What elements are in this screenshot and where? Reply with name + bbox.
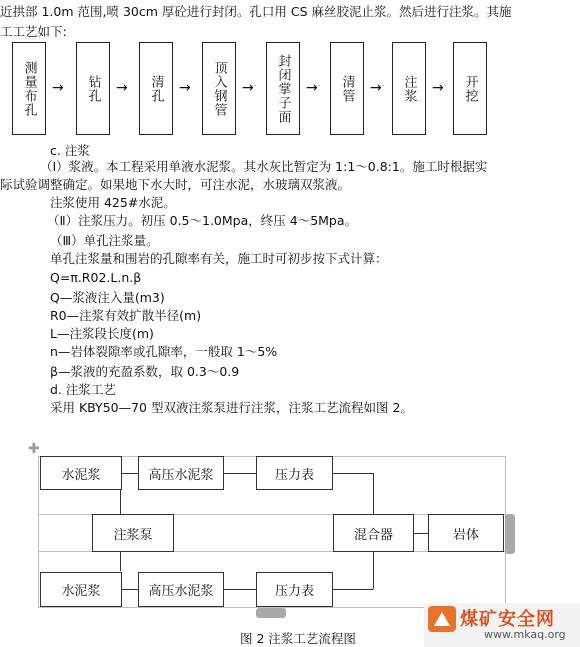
flow-arrow: →: [116, 80, 128, 96]
pressure-gauge-box-2: 压力表: [256, 572, 333, 607]
connector: [333, 473, 373, 474]
flow-arrow: →: [242, 80, 254, 96]
site-watermark: [424, 603, 580, 647]
connector: [414, 533, 428, 534]
watermark-url: www.mkaq.org: [484, 628, 566, 641]
flow-step: 清管: [330, 42, 364, 135]
mixer-box: 混合器: [333, 514, 414, 552]
def-q: Q—浆液注入量(m3): [50, 290, 165, 305]
cement-slurry-box-1: 水泥浆: [40, 456, 122, 490]
intro-line-2: 工工艺如下:: [0, 24, 67, 39]
connector: [122, 473, 138, 474]
cement-slurry-box-2: 水泥浆: [40, 572, 122, 607]
figure-caption: 图 2 注浆工艺流程图: [240, 631, 356, 646]
watermark-title: 煤矿安全网: [460, 609, 555, 630]
high-pressure-slurry-box-2: 高压水泥浆: [138, 572, 224, 607]
flow-step: 测量布孔: [12, 42, 46, 135]
formula: Q=π.R02.L.n.β: [50, 270, 142, 285]
flow-step: 清孔: [139, 42, 173, 135]
flow-step: 注浆: [392, 42, 426, 135]
connector: [120, 552, 121, 571]
connector: [224, 589, 256, 590]
para-i-line2: 际试验调整确定。如果地下水大时，可注水泥，水玻璃双浆液。: [0, 177, 351, 192]
para-i-line1: （Ⅰ）浆液。本工程采用单液水泥浆。其水灰比暂定为 1:1～0.8:1。施工时根据实: [40, 159, 488, 174]
flow-arrow: →: [370, 80, 382, 96]
flow-step: 钻孔: [76, 42, 110, 135]
connector: [120, 490, 121, 514]
section-d-text: 采用 KBY50—70 型双液注浆泵进行注浆，注浆工艺流程如图 2。: [50, 400, 413, 415]
high-pressure-slurry-box-1: 高压水泥浆: [138, 456, 224, 490]
pressure-gauge-box-1: 压力表: [256, 456, 333, 490]
mountain-logo-icon: [428, 606, 456, 632]
section-d-heading: d. 注浆工艺: [50, 382, 116, 397]
plus-icon: ✚: [28, 441, 40, 457]
def-r: R0—注浆有效扩散半径(m): [50, 308, 202, 323]
flow-arrow: →: [432, 80, 444, 96]
flow-step: 开挖: [453, 42, 487, 135]
section-c-heading: c. 注浆: [50, 143, 90, 158]
flow-arrow: →: [179, 80, 191, 96]
flow-step: 顶入钢管: [202, 42, 236, 135]
grout-pump-box: 注浆泵: [92, 514, 174, 552]
def-l: L—注浆段长度(m): [50, 326, 154, 341]
flow-arrow: →: [52, 80, 64, 96]
para-ii: （Ⅱ）注浆压力。初压 0.5～1.0Mpa，终压 4～5Mpa。: [47, 213, 358, 228]
connector: [122, 589, 138, 590]
single-hole-text: 单孔注浆量和围岩的孔隙率有关，施工时可初步按下式计算：: [50, 251, 388, 266]
resize-handle-bottom[interactable]: [256, 608, 286, 618]
flow-step: 封闭掌子面: [266, 42, 300, 135]
connector: [333, 589, 373, 590]
connector: [224, 473, 256, 474]
def-beta: β—浆液的充盈系数，取 0.3～0.9: [50, 364, 240, 379]
cement-note: 注浆使用 425#水泥。: [50, 195, 176, 210]
flow-arrow: →: [306, 80, 318, 96]
resize-handle-right[interactable]: [505, 514, 515, 554]
para-iii: （Ⅲ）单孔注浆量。: [50, 233, 159, 248]
intro-line-1: 近拱部 1.0m 范围,喷 30cm 厚砼进行封闭。孔口用 CS 麻丝胶泥止浆。然后进行注浆。其施: [0, 4, 512, 19]
def-n: n—岩体裂隙率或孔隙率，一般取 1～5%: [50, 344, 278, 359]
rock-mass-box: 岩体: [428, 514, 504, 552]
